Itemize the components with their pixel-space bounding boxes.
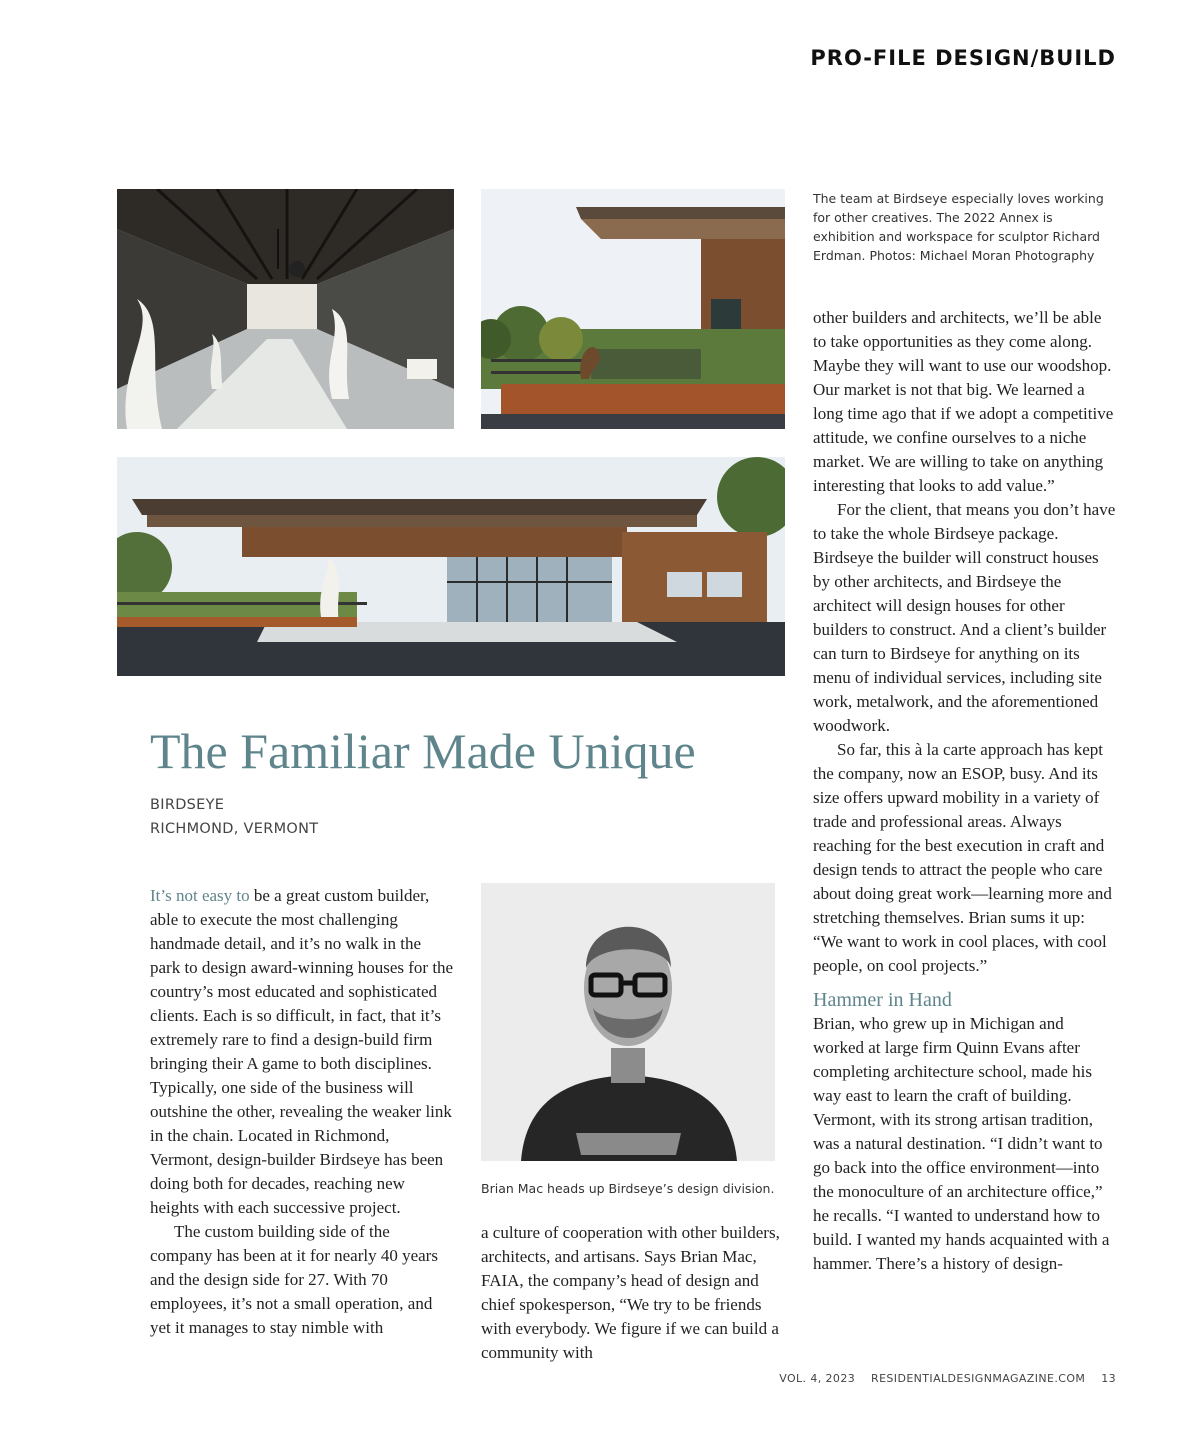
article-column-2 (481, 1221, 786, 1365)
article-title: The Familiar Made Unique (150, 723, 696, 779)
col1-paragraph-2: The custom building side of the company has been at it for nearly 40 years and the design side for 27. With 70 employees, it’s not a small operation, and yet it manages to stay nimble with (150, 1222, 438, 1337)
col2-paragraph-1: a culture of cooperation with other builders, architects, and artisans. Says Brian Mac, FAIA, the company’s head of design and chief spokesperson, “We try to be friends with everybody. We figure if we can build a community with (481, 1223, 780, 1362)
col1-paragraph-1: It’s not easy to be a great custom builder, able to execute the most challenging handmade detail, and it’s no walk in the park to design award-winning houses for the country’s most educated and sophisticated clients. Each is so difficult, in fact, that it’s extremely rare to find a design-build firm bringing their A game to both disciplines. Typically, one side of the business will outshine the other, revealing the weaker link in the chain. Located in Richmond, Vermont, design-builder Birdseye has been doing both for decades, reaching new heights with each successive project. (150, 886, 454, 1217)
section-header: PRO-FILE DESIGN/BUILD (810, 46, 1116, 70)
company-location: RICHMOND, VERMONT (150, 821, 319, 837)
col3-paragraph-3: So far, this à la carte approach has kept the company, now an ESOP, busy. And its size offers upward mobility in a variety of trade and professional areas. Always reaching for the best execution in craft and design tends to attract the people who care about doing great work—learning more and stretching themselves. Brian sums it up: “We want to work in cool places, with cool people, on cool projects.” (813, 740, 1112, 975)
footer-page-number: 13 (1101, 1372, 1116, 1385)
annex-wide-exterior-photo (117, 457, 785, 676)
article-column-1 (150, 884, 455, 1340)
portrait-caption: Brian Mac heads up Birdseye’s design division. (481, 1181, 775, 1196)
footer-volume: VOL. 4, 2023 (779, 1372, 856, 1385)
footer-site: RESIDENTIALDESIGNMAGAZINE.COM (871, 1372, 1086, 1385)
col3-paragraph-1: other builders and architects, we’ll be able to take opportunities as they come along. Maybe they will want to use our woodshop. Our market is not that big. We learned a long time ago that if we adopt a competitive attitude, we confine ourselves to a niche market. We are willing to take on anything interesting that looks to add value.” (813, 308, 1114, 495)
lead-in-phrase: It’s not easy to (150, 886, 250, 905)
company-name: BIRDSEYE (150, 797, 225, 813)
page-footer (779, 1372, 1116, 1385)
gallery-interior-photo (117, 189, 454, 429)
section-subhead: Hammer in Hand (813, 989, 952, 1011)
portrait-photo (481, 883, 775, 1161)
annex-exterior-corner-photo (481, 189, 785, 429)
col3-paragraph-4: Brian, who grew up in Michigan and worked at large firm Quinn Evans after completing architecture school, made his way east to learn the craft of building. Vermont, with its strong artisan tradition, was a natural destination. “I didn’t want to go back into the office environment—into the monoculture of an architecture office,” he recalls. “I wanted to understand how to build. I wanted my hands acquainted with a hammer. There’s a history of design- (813, 1014, 1110, 1273)
photo-credit-caption: The team at Birdseye especially loves working for other creatives. The 2022 Annex is exhibition and workspace for sculptor Richard Erdman. Photos: Michael Moran Photography (813, 191, 1104, 263)
article-column-3 (813, 306, 1118, 1276)
col3-paragraph-2: For the client, that means you don’t have to take the whole Birdseye package. Birdseye the builder will construct houses by other architects, and Birdseye the architect will design houses for other builders to construct. And a client’s builder can turn to Birdseye for anything on its menu of individual services, including site work, metalwork, and the aforementioned woodwork. (813, 500, 1116, 735)
